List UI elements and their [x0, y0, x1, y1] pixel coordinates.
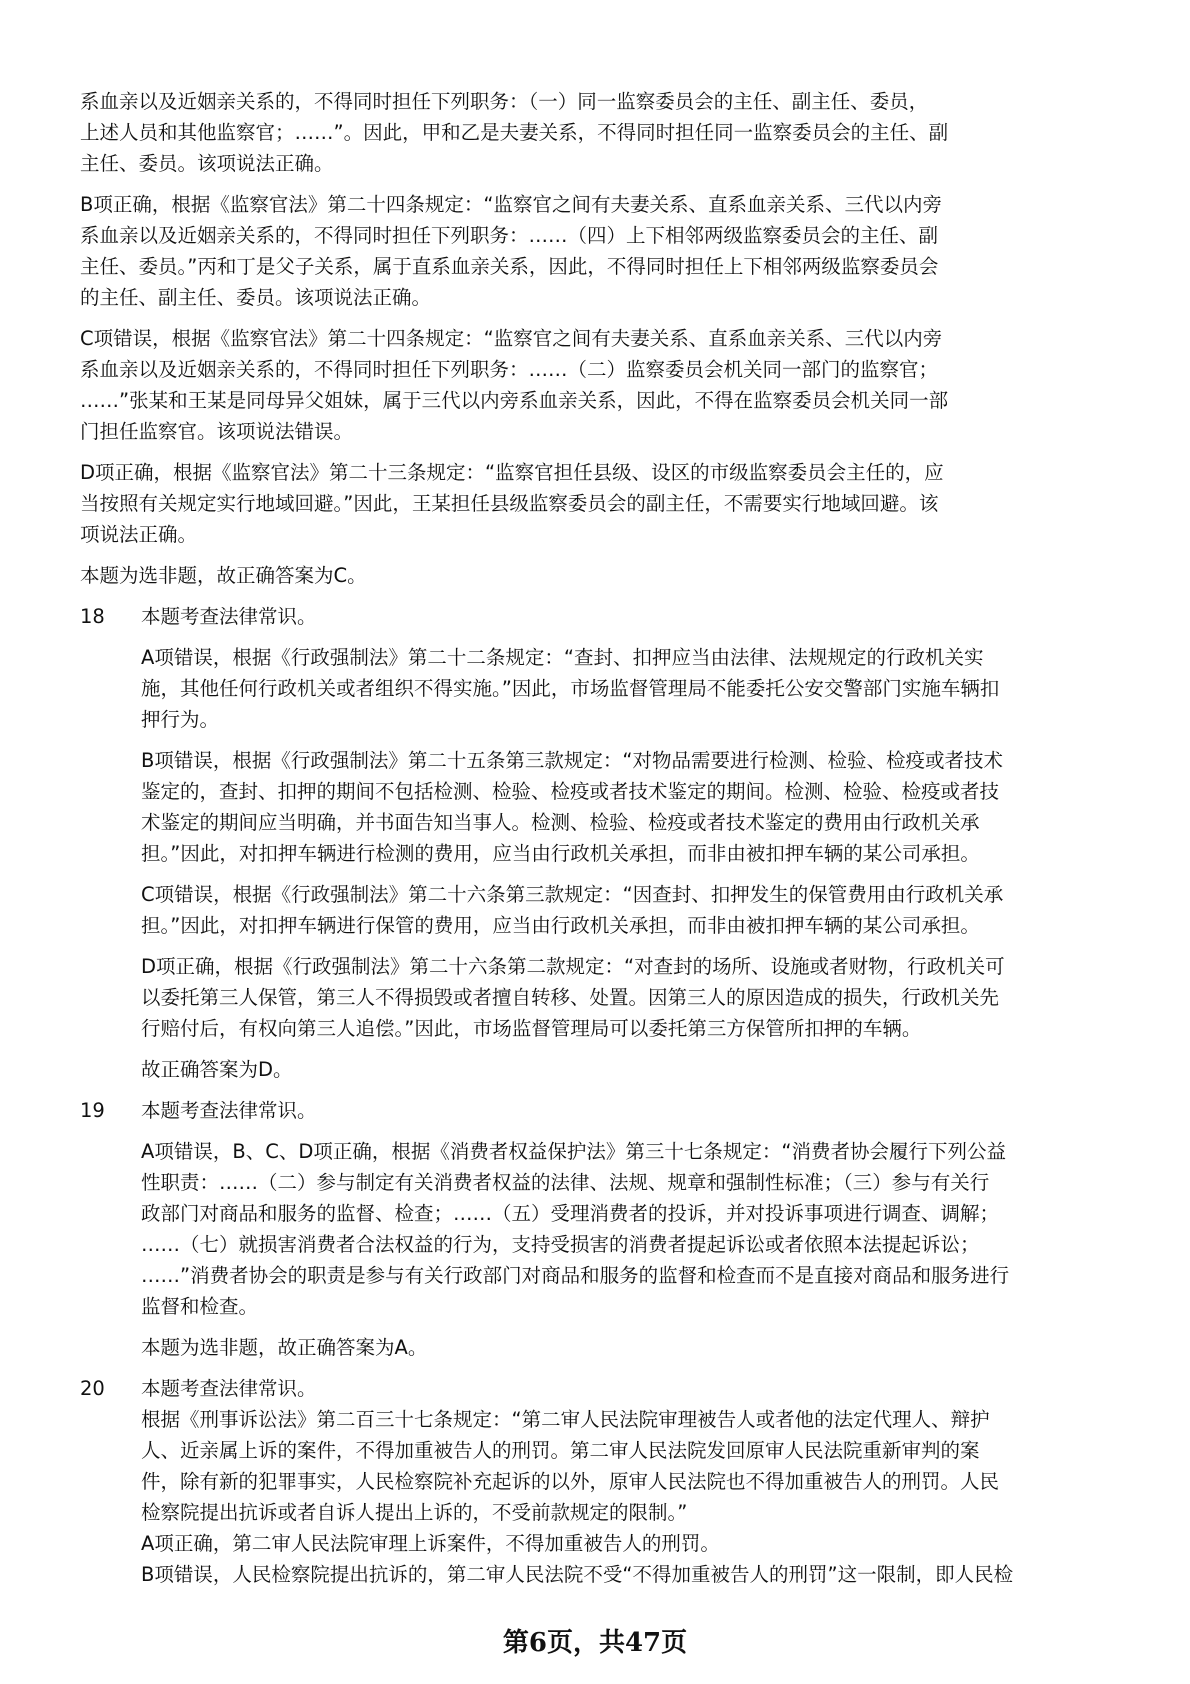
text-line: A项正确，第二审人民法院审理上诉案件，不得加重被告人的刑罚。	[141, 1532, 720, 1555]
text-line: ……”张某和王某是同母异父姐妹，属于三代以内旁系血亲关系，因此，不得在监察委员会机关同一部	[80, 389, 949, 412]
question-19	[80, 1095, 1110, 1363]
answer-paragraph	[141, 1528, 1110, 1559]
text-line: 本题为选非题，故正确答案为A。	[141, 1336, 428, 1359]
text-line: 政部门对商品和服务的监督、检查；……（五）受理消费者的投诉，并对投诉事项进行调查、调解；	[141, 1202, 1000, 1225]
question-number: 20	[80, 1377, 105, 1400]
text-line: 人、近亲属上诉的案件，不得加重被告人的刑罚。第二审人民法院发回原审人民法院重新审判的案	[141, 1439, 980, 1462]
text-line: B项正确，根据《监察官法》第二十四条规定：“监察官之间有夫妻关系、直系血亲关系、三代以内旁	[80, 193, 942, 216]
text-line: ……（七）就损害消费者合法权益的行为，支持受损害的消费者提起诉讼或者依照本法提起诉讼；	[141, 1233, 980, 1256]
question-heading: 本题考查法律常识。	[141, 1377, 317, 1400]
answer-paragraph	[141, 1136, 1110, 1322]
question-heading: 本题考查法律常识。	[141, 605, 317, 628]
text-line: B项错误，人民检察院提出抗诉的，第二审人民法院不受“不得加重被告人的刑罚”这一限制，即人民检	[141, 1563, 1014, 1586]
text-line: 门担任监察官。该项说法错误。	[80, 420, 354, 443]
text-line: 系血亲以及近姻亲关系的，不得同时担任下列职务：……（二）监察委员会机关同一部门的监察官；	[80, 358, 939, 381]
text-line: 当按照有关规定实行地域回避。”因此，王某担任县级监察委员会的副主任，不需要实行地域回避。该	[80, 492, 939, 515]
text-line: 系血亲以及近姻亲关系的，不得同时担任下列职务：（一）同一监察委员会的主任、副主任、委员，	[80, 90, 929, 113]
text-line: 上述人员和其他监察官；……”。因此，甲和乙是夫妻关系，不得同时担任同一监察委员会的主任、副	[80, 121, 949, 144]
intro-section	[80, 86, 1110, 591]
text-line: D项正确，根据《监察官法》第二十三条规定：“监察官担任县级、设区的市级监察委员会主任的，应	[80, 461, 944, 484]
intro-paragraph	[80, 86, 1110, 179]
text-line: B项错误，根据《行政强制法》第二十五条第三款规定：“对物品需要进行检测、检验、检疫或者技术	[141, 749, 1003, 772]
text-line: 鉴定的，查封、扣押的期间不包括检测、检验、检疫或者技术鉴定的期间。检测、检验、检疫或者技	[141, 780, 1000, 803]
answer-paragraph	[141, 1054, 1110, 1085]
text-line: 监督和检查。	[141, 1295, 259, 1318]
question-20	[80, 1373, 1110, 1590]
text-line: A项错误，根据《行政强制法》第二十二条规定：“查封、扣押应当由法律、法规规定的行政机关实	[141, 646, 984, 669]
intro-paragraph	[80, 560, 1110, 591]
text-line: 根据《刑事诉讼法》第二百三十七条规定：“第二审人民法院审理被告人或者他的法定代理人、辩护	[141, 1408, 990, 1431]
text-line: 故正确答案为D。	[141, 1058, 293, 1081]
page-content	[80, 86, 1110, 1594]
questions-section	[80, 601, 1110, 1590]
question-heading: 本题考查法律常识。	[141, 1099, 317, 1122]
text-line: 担。”因此，对扣押车辆进行保管的费用，应当由行政机关承担，而非由被扣押车辆的某公司承担。	[141, 914, 980, 937]
text-line: 担。”因此，对扣押车辆进行检测的费用，应当由行政机关承担，而非由被扣押车辆的某公司承担。	[141, 842, 980, 865]
text-line: 的主任、副主任、委员。该项说法正确。	[80, 286, 432, 309]
text-line: D项正确，根据《行政强制法》第二十六条第二款规定：“对查封的场所、设施或者财物，行政机关可	[141, 955, 1005, 978]
text-line: 主任、委员。”丙和丁是父子关系，属于直系血亲关系，因此，不得同时担任上下相邻两级监察委员会	[80, 255, 939, 278]
text-line: ……”消费者协会的职责是参与有关行政部门对商品和服务的监督和检查而不是直接对商品和服务进行	[141, 1264, 1010, 1287]
text-line: 系血亲以及近姻亲关系的，不得同时担任下列职务：……（四）上下相邻两级监察委员会的主任、副	[80, 224, 939, 247]
answer-paragraph	[141, 1332, 1110, 1363]
text-line: 主任、委员。该项说法正确。	[80, 152, 334, 175]
text-line: 性职责：……（二）参与制定有关消费者权益的法律、法规、规章和强制性标准；（三）参与有关行	[141, 1171, 990, 1194]
intro-paragraph	[80, 189, 1110, 313]
text-line: 施，其他任何行政机关或者组织不得实施。”因此，市场监督管理局不能委托公安交警部门实施车辆扣	[141, 677, 1000, 700]
intro-paragraph	[80, 457, 1110, 550]
answer-paragraph	[141, 745, 1110, 869]
question-number: 19	[80, 1099, 105, 1122]
question-body	[141, 1373, 1110, 1590]
text-line: C项错误，根据《行政强制法》第二十六条第三款规定：“因查封、扣押发生的保管费用由行政机关承	[141, 883, 1004, 906]
text-line: 术鉴定的期间应当明确，并书面告知当事人。检测、检验、检疫或者技术鉴定的费用由行政机关承	[141, 811, 980, 834]
page-footer: 第6页，共47页	[502, 1628, 688, 1658]
text-line: 项说法正确。	[80, 523, 198, 546]
intro-paragraph	[80, 323, 1110, 447]
text-line: A项错误，B、C、D项正确，根据《消费者权益保护法》第三十七条规定：“消费者协会履行下列公益	[141, 1140, 1006, 1163]
question-body	[141, 601, 1110, 1085]
text-line: 以委托第三人保管，第三人不得损毁或者擅自转移、处置。因第三人的原因造成的损失，行政机关先	[141, 986, 1000, 1009]
answer-paragraph	[141, 879, 1110, 941]
question-number: 18	[80, 605, 105, 628]
question-18	[80, 601, 1110, 1085]
answer-paragraph	[141, 1559, 1110, 1590]
text-line: 检察院提出抗诉或者自诉人提出上诉的，不受前款规定的限制。”	[141, 1501, 688, 1524]
text-line: 押行为。	[141, 708, 220, 731]
answer-paragraph	[141, 951, 1110, 1044]
answer-paragraph	[141, 1404, 1110, 1528]
answer-paragraph	[141, 642, 1110, 735]
text-line: C项错误，根据《监察官法》第二十四条规定：“监察官之间有夫妻关系、直系血亲关系、三代以内旁	[80, 327, 943, 350]
text-line: 本题为选非题，故正确答案为C。	[80, 564, 367, 587]
question-body	[141, 1095, 1110, 1363]
text-line: 件，除有新的犯罪事实，人民检察院补充起诉的以外，原审人民法院也不得加重被告人的刑罚。人民	[141, 1470, 1000, 1493]
text-line: 行赔付后，有权向第三人追偿。”因此，市场监督管理局可以委托第三方保管所扣押的车辆。	[141, 1017, 922, 1040]
